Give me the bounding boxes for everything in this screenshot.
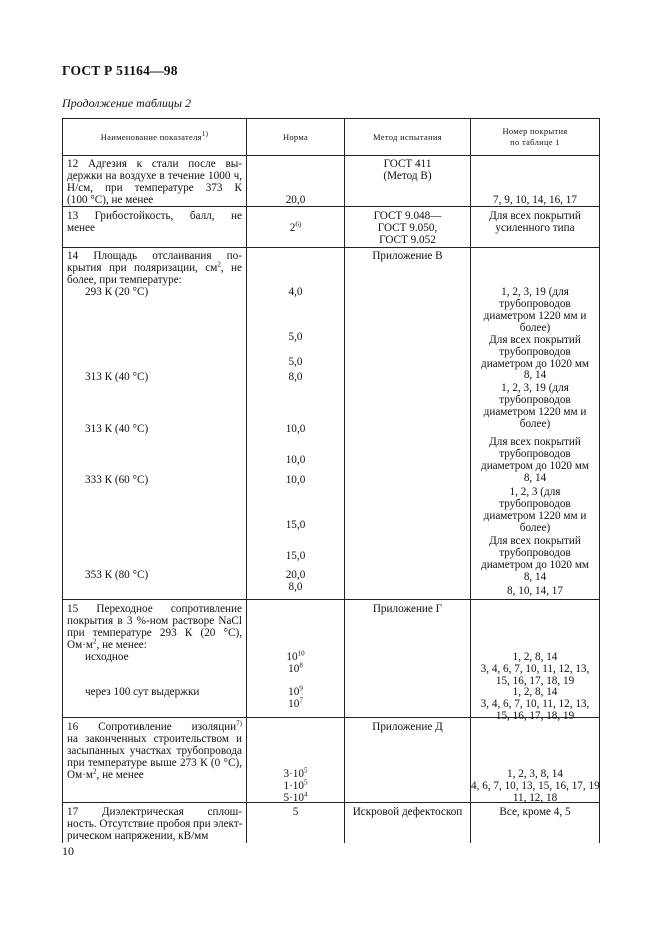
table-header-row [63, 119, 600, 156]
row-16-norm-cell: $3\cdot 10^5$ $1\cdot 10^5$ $5\cdot 10^4$ [247, 718, 345, 803]
row-14-method-cell: Приложение В [345, 248, 471, 600]
row-16-coatings-cell: 1, 2, 3, 8, 14 4, 6, 7, 10, 13, 15, 16, 17, 19 11, 12, 18 [471, 718, 600, 803]
row-15-coatings-cell: 1, 2, 8, 14 3, 4, 6, 7, 10, 11, 12, 13, 15, 16, 17, 18, 19 1, 2, 8, 14 3, 4, 6, 7, 10, 11, 12, 13, 15, 16, 17, 18, 19 [471, 600, 600, 718]
table-row [63, 718, 600, 803]
row-17-method-cell: Искровой дефектоскоп [345, 803, 471, 844]
row-14-norm-cell: 4,0 5,0 5,0 8,0 10,0 10,0 10,0 15,0 15,0 20,0 8,0 [247, 248, 345, 600]
row-17-coatings-cell: Все, кроме 4, 5 [471, 803, 600, 844]
column-header-norm: Норма [247, 119, 345, 156]
row-13-coatings-cell: Для всех покрытий усиленного типа [471, 207, 600, 248]
table-row [63, 600, 600, 718]
row-12-norm-cell: 20,0 [247, 156, 345, 207]
table-row [63, 248, 600, 600]
table-continuation-caption: Продолжение таблицы 2 [62, 96, 192, 110]
table-row [63, 803, 600, 844]
column-header-name: Наименование показателя$^{1)}$ [63, 119, 247, 156]
row-13-norm-cell: 2$^{6)}$ [247, 207, 345, 248]
row-17-norm-cell: 5 [247, 803, 345, 844]
row-15-name-cell: 15 Переходное сопротивление покрытия в 3 %-ном растворе NaCl при температуре 293 К (20 °С), $Ом\cdot м^2$, не менее: исходное через 100 сут выдержки [63, 600, 247, 718]
row-15-method-cell: Приложение Г [345, 600, 471, 718]
row-12-method-cell: ГОСТ 411 (Метод В) [345, 156, 471, 207]
document-title: ГОСТ Р 51164—98 [62, 63, 178, 78]
specification-table [62, 118, 600, 843]
column-header-method: Метод испытания [345, 119, 471, 156]
row-12-name-cell: 12 Адгезия к стали после вы- держки на воздухе в течение 1000 ч, Н/см, при температуре 373 К (100 °С), не менее [63, 156, 247, 207]
row-14-name-cell: 14 Площадь отслаивания по- крытия при поляризации, $см^2$, не более, при температуре: 293 К (20 °С) 313 К (40 °С) 313 К (40 °С) 333 К (60 °С) 353 К (80 °С) [63, 248, 247, 600]
table-row [63, 207, 600, 248]
row-13-method-cell: ГОСТ 9.048— ГОСТ 9.050, ГОСТ 9.052 [345, 207, 471, 248]
table-row [63, 156, 600, 207]
row-13-name-cell: 13 Грибостойкость, балл, не менее [63, 207, 247, 248]
row-16-method-cell: Приложение Д [345, 718, 471, 803]
row-15-norm-cell: $10^{10}$ $10^8$ $10^9$ $10^7$ [247, 600, 345, 718]
row-12-coatings-cell: 7, 9, 10, 14, 16, 17 [471, 156, 600, 207]
row-14-coatings-cell: 1, 2, 3, 19 (для трубопроводов диаметром 1220 мм и более) Для всех покрытий трубопроводов диаметром до 1020 мм 8, 14 1, 2, 3, 19 (для трубопроводов диаметром 1220 мм и более) Для всех покрытий трубопроводов диаметром до 1020 мм 8, 14 1, 2, 3 (для трубопроводов диаметром 1220 мм и более) Для всех покрытий трубопроводов диаметром до 1020 мм 8, 14 8, 10, 14, 17 [471, 248, 600, 600]
column-header-coating-number: Номер покрытия по таблице 1 [471, 119, 600, 156]
page-number: 10 [62, 844, 74, 858]
row-16-name-cell: 16 Сопротивление изоляции$^{7)}$ на законченных строительством и засыпанных участках трубопровода при температуре выше 273 К (0 °С), $Ом\cdot м^2$, не менее [63, 718, 247, 803]
row-17-name-cell: 17 Диэлектрическая сплош- ность. Отсутствие пробоя при элект- рическом напряжении, кВ/мм [63, 803, 247, 844]
